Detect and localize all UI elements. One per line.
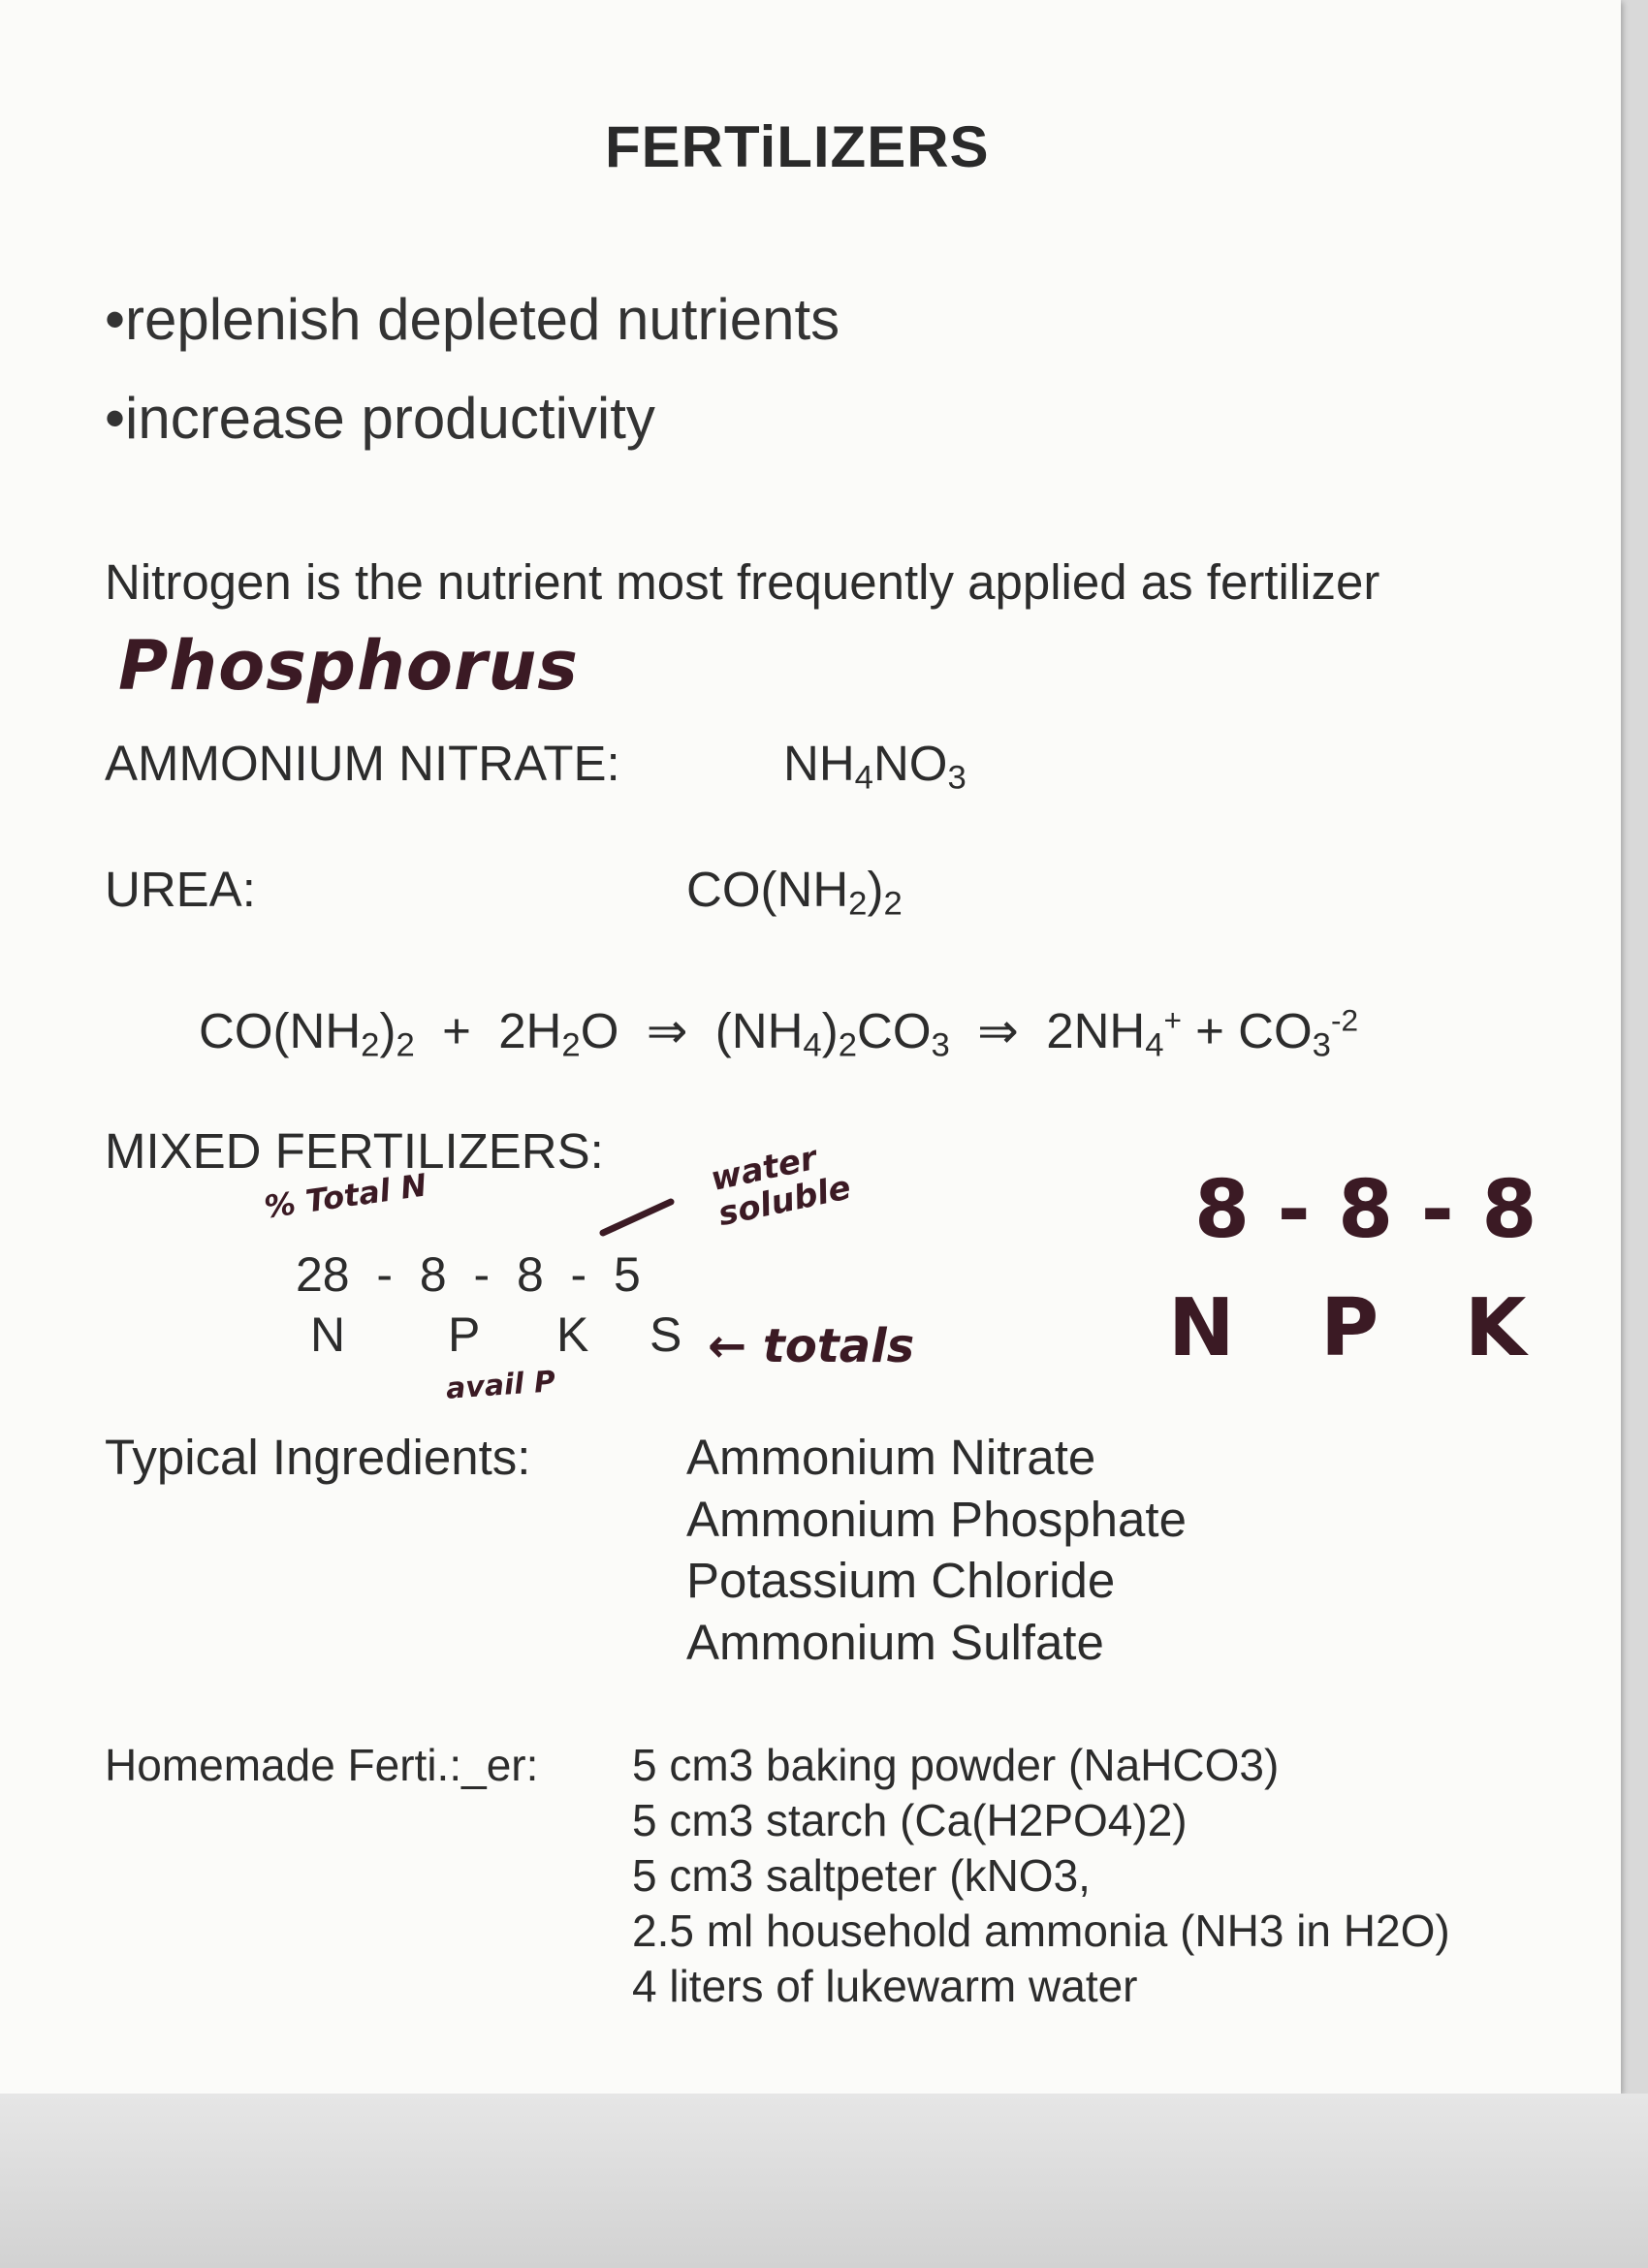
ammonium-nitrate-formula: $NH_4NO_3$ xyxy=(783,736,967,797)
handwritten-npk-ratio: 8 - 8 - 8 xyxy=(1194,1164,1537,1256)
list-item: Ammonium Phosphate xyxy=(686,1492,1187,1547)
list-item: 4 liters of lukewarm water xyxy=(632,1961,1138,2011)
handwritten-water-soluble: water soluble xyxy=(707,1138,855,1235)
reaction-arrow-icon: ⇒ xyxy=(977,1003,1019,1058)
list-item: Ammonium Nitrate xyxy=(686,1430,1096,1485)
letter-p: P xyxy=(448,1307,481,1362)
reaction-arrow-icon: ⇒ xyxy=(646,1003,688,1058)
bullet-replenish: •replenish depleted nutrients xyxy=(105,287,840,352)
urea-formula: $CO(NH_2)_2$ xyxy=(686,862,903,923)
typical-ingredients-label: Typical Ingredients: xyxy=(105,1430,531,1485)
letter-s: S xyxy=(650,1307,682,1362)
handwritten-percent-total-n: % Total N xyxy=(262,1166,429,1226)
ratio-row xyxy=(296,1247,641,1302)
letter-n: N xyxy=(310,1307,346,1362)
mixed-fertilizers-label: MIXED FERTILIZERS: xyxy=(105,1123,604,1179)
nitrogen-statement: Nitrogen is the nutrient most frequently applied as fertilizer xyxy=(105,554,1380,610)
homemade-fertilizer-label: Homemade Ferti.:_er: xyxy=(105,1740,539,1790)
list-item: Potassium Chloride xyxy=(686,1553,1116,1608)
list-item: 5 cm3 baking powder (NaHCO3) xyxy=(632,1740,1280,1790)
list-item: 5 cm3 saltpeter (kNO3, xyxy=(632,1850,1091,1901)
list-item: 2.5 ml household ammonia (NH3 in H2O) xyxy=(632,1906,1450,1956)
handwritten-phosphorus: Phosphorus xyxy=(118,626,579,706)
ratio-n: 28 xyxy=(296,1247,350,1302)
ratio-sep: - xyxy=(376,1247,394,1302)
handwritten-totals: ← totals xyxy=(708,1319,915,1373)
bullet-productivity: •increase productivity xyxy=(105,386,655,451)
ammonium-nitrate-label: AMMONIUM NITRATE: xyxy=(105,736,620,791)
ratio-sep: - xyxy=(473,1247,491,1302)
handwritten-avail-p: avail P xyxy=(444,1365,557,1406)
list-item: Ammonium Sulfate xyxy=(686,1615,1104,1670)
handwritten-npk-letters: N P K xyxy=(1168,1282,1556,1374)
list-item: 5 cm3 starch (Ca(H2PO4)2) xyxy=(632,1795,1188,1845)
ratio-s: 5 xyxy=(614,1247,641,1302)
ratio-p: 8 xyxy=(419,1247,447,1302)
page-title: FERTiLIZERS xyxy=(605,114,990,179)
letter-k: K xyxy=(556,1307,589,1362)
urea-label: UREA: xyxy=(105,862,256,917)
urea-hydrolysis-equation: $CO(NH_2)_2 + 2H_2O$ ⇒ $(NH_4)_2CO_3$ ⇒ $2NH_4^+ + CO_3^{-2}$ xyxy=(199,1002,1359,1064)
ratio-sep: - xyxy=(570,1247,587,1302)
ratio-k: 8 xyxy=(516,1247,544,1302)
scanner-background xyxy=(0,2094,1648,2268)
